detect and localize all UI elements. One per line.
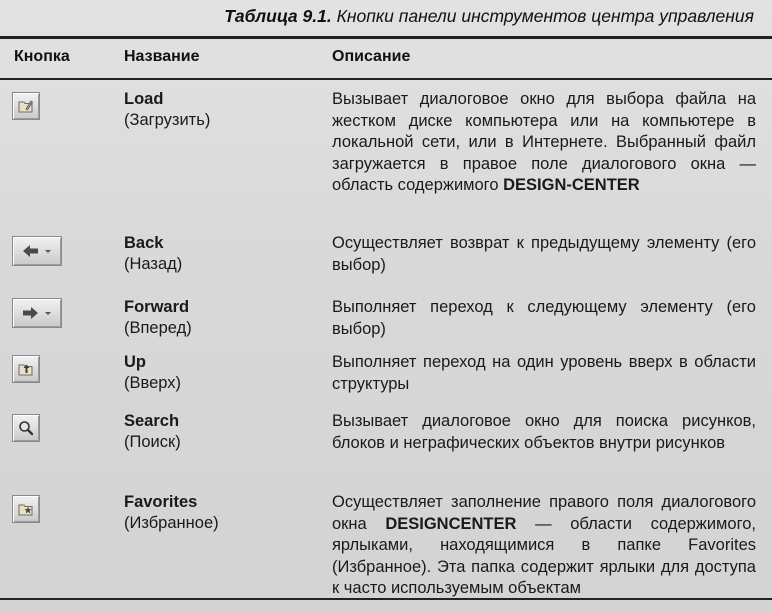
row-description-text: Осуществляет заполнение правого поля диалогового окна — [332, 493, 756, 533]
row-name-ru: (Вверх) — [124, 374, 181, 392]
up-folder-icon — [12, 355, 40, 383]
row-description-text: Вызывает диалоговое окно для выбора файла на жестком диске компьютера или на компьютере в локальной сети, или в Интернете. Выбранный файл загружается в правое поле диалогового окна — область содержимого — [332, 90, 756, 194]
header-name: Название — [124, 48, 200, 65]
row-name-ru: (Избранное) — [124, 514, 219, 532]
row-description-text: Осуществляет возврат к предыдущему элементу (его выбор) — [332, 234, 756, 274]
row-name-ru: (Загрузить) — [124, 111, 211, 129]
table-top-rule — [0, 36, 772, 39]
back-arrow-icon — [12, 236, 62, 266]
row-name-ru: (Назад) — [124, 255, 183, 273]
row-description-text: Выполняет переход к следующему элементу (его выбор) — [332, 298, 756, 338]
favorites-folder-icon — [12, 495, 40, 523]
row-description-bold: DESIGNCENTER — [385, 514, 517, 533]
table-caption-text: Кнопки панели инструментов центра управления — [336, 6, 754, 26]
row-name-en: Forward — [124, 298, 190, 316]
row-name-en: Search — [124, 412, 180, 430]
row-name — [124, 89, 210, 131]
row-description — [332, 352, 756, 395]
load-folder-icon — [12, 92, 40, 120]
row-name — [124, 297, 192, 339]
row-description — [332, 492, 756, 600]
row-description-tail: — области содержимого, ярлыками, находящимися в папке Favorites (Избранное). Эта папка содержит ярлыки для доступа к часто используемым объектам — [332, 514, 756, 597]
row-description — [332, 411, 756, 454]
row-name-ru: (Поиск) — [124, 433, 181, 451]
row-name — [124, 233, 182, 275]
row-name-en: Back — [124, 234, 164, 252]
table-bottom-rule — [0, 598, 772, 600]
search-magnifier-icon — [12, 414, 40, 442]
row-description — [332, 233, 756, 276]
table-caption — [224, 6, 754, 27]
row-name-en: Up — [124, 353, 146, 371]
header-button: Кнопка — [14, 48, 70, 65]
row-name-en: Load — [124, 90, 164, 108]
table-header-rule — [0, 78, 772, 80]
row-description — [332, 89, 756, 197]
row-name-en: Favorites — [124, 493, 198, 511]
table-caption-label: Таблица 9.1. — [224, 6, 332, 26]
row-name — [124, 352, 181, 394]
row-description — [332, 297, 756, 340]
header-description: Описание — [332, 48, 411, 65]
row-name — [124, 492, 219, 534]
row-name — [124, 411, 181, 453]
row-description-text: Выполняет переход на один уровень вверх в области структуры — [332, 353, 756, 393]
row-name-ru: (Вперед) — [124, 319, 192, 337]
row-description-bold: DESIGN-CENTER — [503, 176, 640, 194]
row-description-text: Вызывает диалоговое окно для поиска рисунков, блоков и неграфических объектов внутри рисунков — [332, 412, 756, 452]
forward-arrow-icon — [12, 298, 62, 328]
